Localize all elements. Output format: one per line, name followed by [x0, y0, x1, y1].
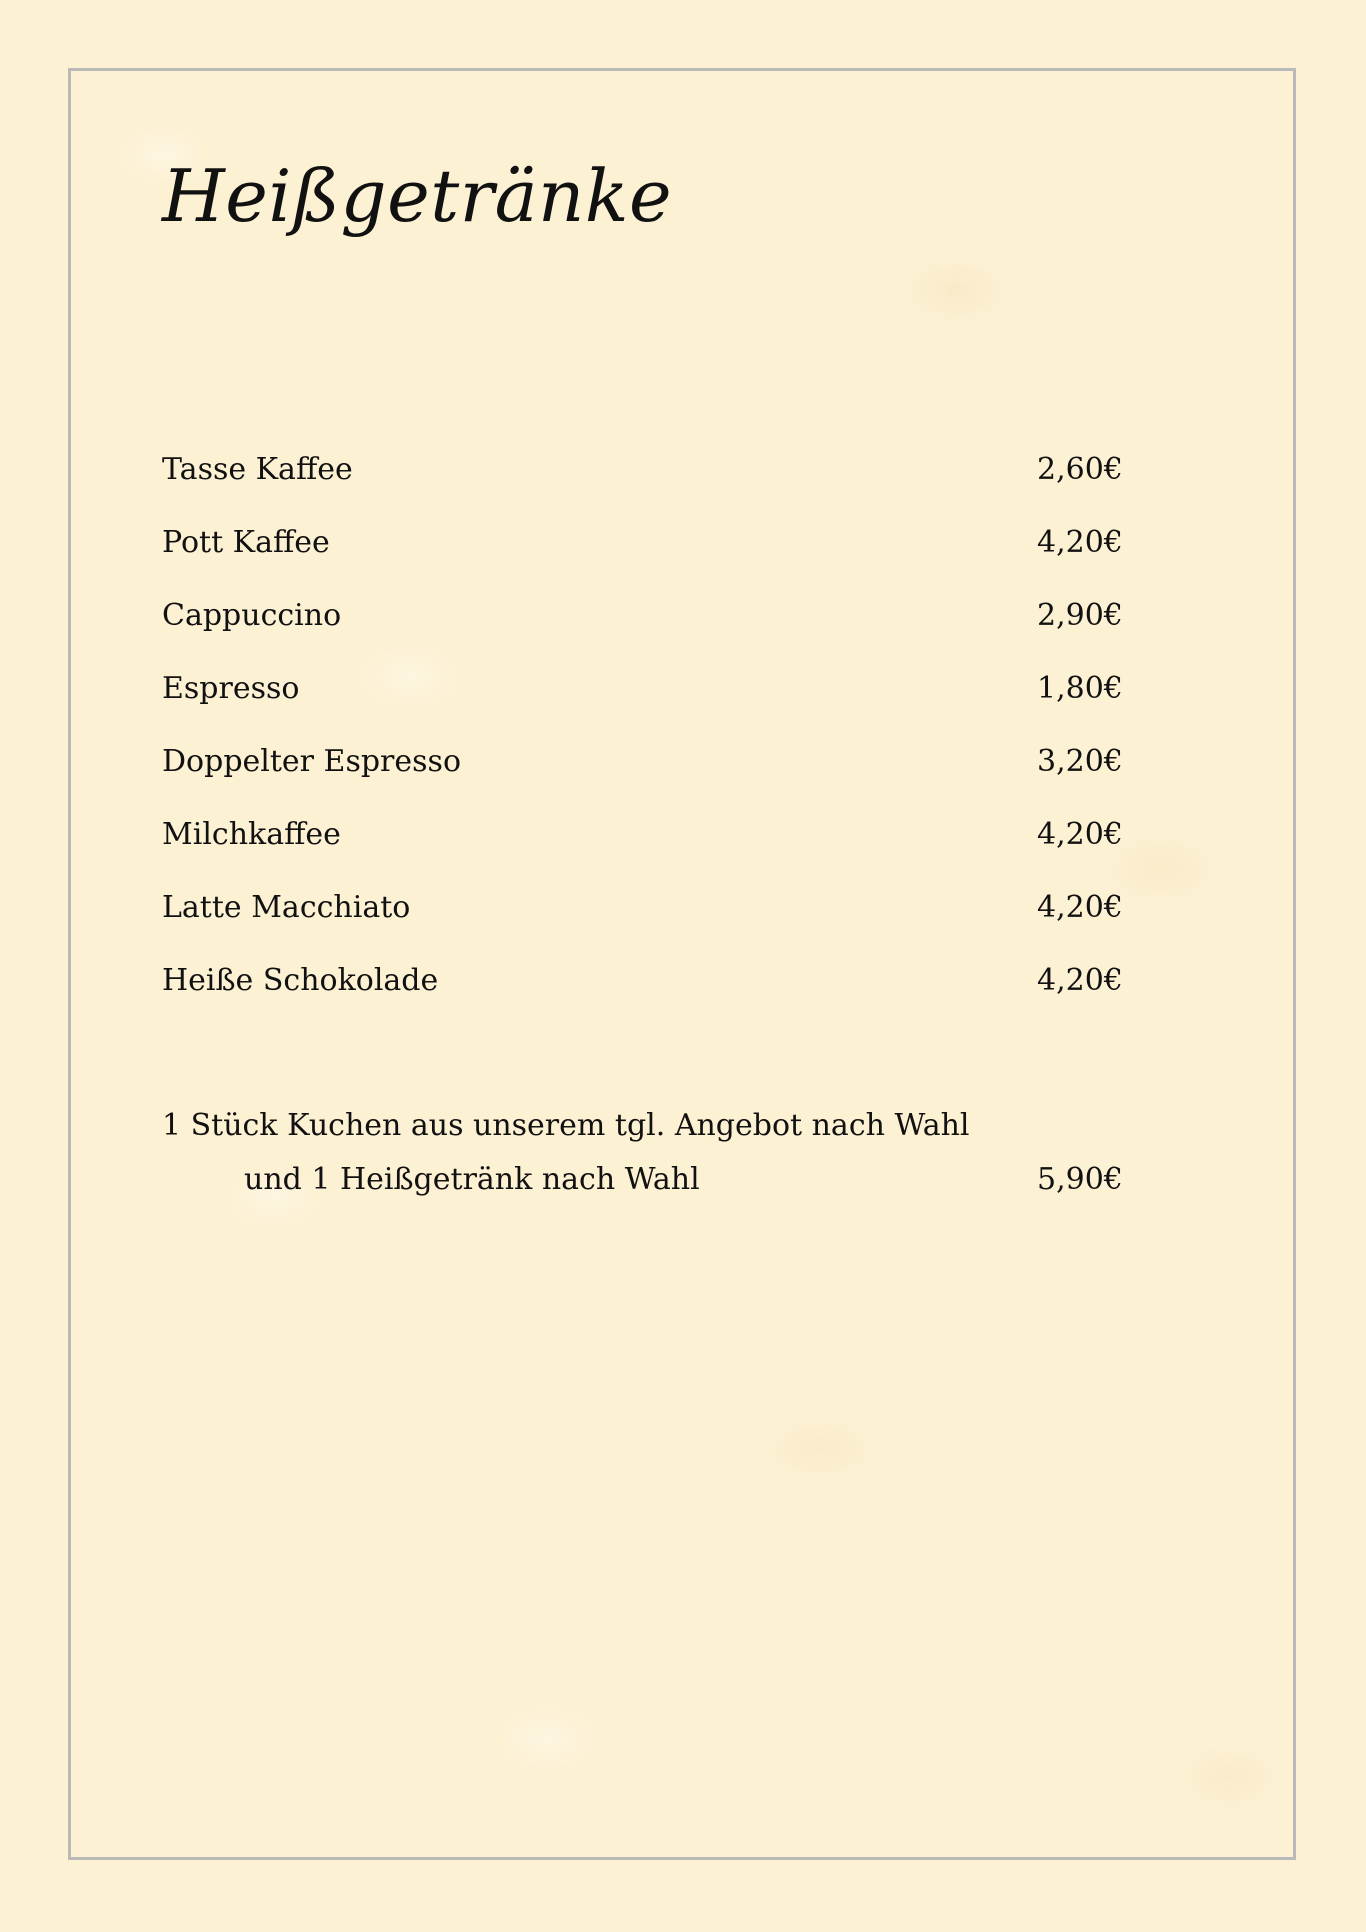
combo-description-line2: und 1 Heißgetränk nach Wahl: [244, 1162, 700, 1197]
item-name: Latte Macchiato: [162, 890, 411, 925]
menu-item: [162, 961, 1142, 1034]
item-price: 4,20€: [1037, 890, 1123, 925]
combo-offer: [162, 1106, 1142, 1200]
menu-item: [162, 669, 1142, 742]
combo-description-row: [162, 1160, 1142, 1200]
menu-item: [162, 450, 1142, 523]
item-name: Tasse Kaffee: [162, 452, 353, 487]
combo-description-line1: 1 Stück Kuchen aus unserem tgl. Angebot nach Wahl: [162, 1108, 970, 1143]
menu-item: [162, 815, 1142, 888]
item-price: 2,60€: [1037, 452, 1123, 487]
item-price: 1,80€: [1037, 671, 1123, 706]
drinks-list: [162, 450, 1142, 1034]
item-name: Espresso: [162, 671, 300, 706]
item-price: 4,20€: [1037, 963, 1123, 998]
item-name: Cappuccino: [162, 598, 342, 633]
menu-item: [162, 888, 1142, 961]
item-name: Milchkaffee: [162, 817, 341, 852]
menu-item: [162, 523, 1142, 596]
item-name: Doppelter Espresso: [162, 744, 462, 779]
combo-price: 5,90€: [1037, 1162, 1123, 1197]
item-price: 3,20€: [1037, 744, 1123, 779]
item-price: 2,90€: [1037, 598, 1123, 633]
menu-title: Heißgetränke: [162, 154, 673, 238]
item-price: 4,20€: [1037, 525, 1123, 560]
item-price: 4,20€: [1037, 817, 1123, 852]
item-name: Heiße Schokolade: [162, 963, 439, 998]
item-name: Pott Kaffee: [162, 525, 330, 560]
menu-item: [162, 596, 1142, 669]
menu-item: [162, 742, 1142, 815]
